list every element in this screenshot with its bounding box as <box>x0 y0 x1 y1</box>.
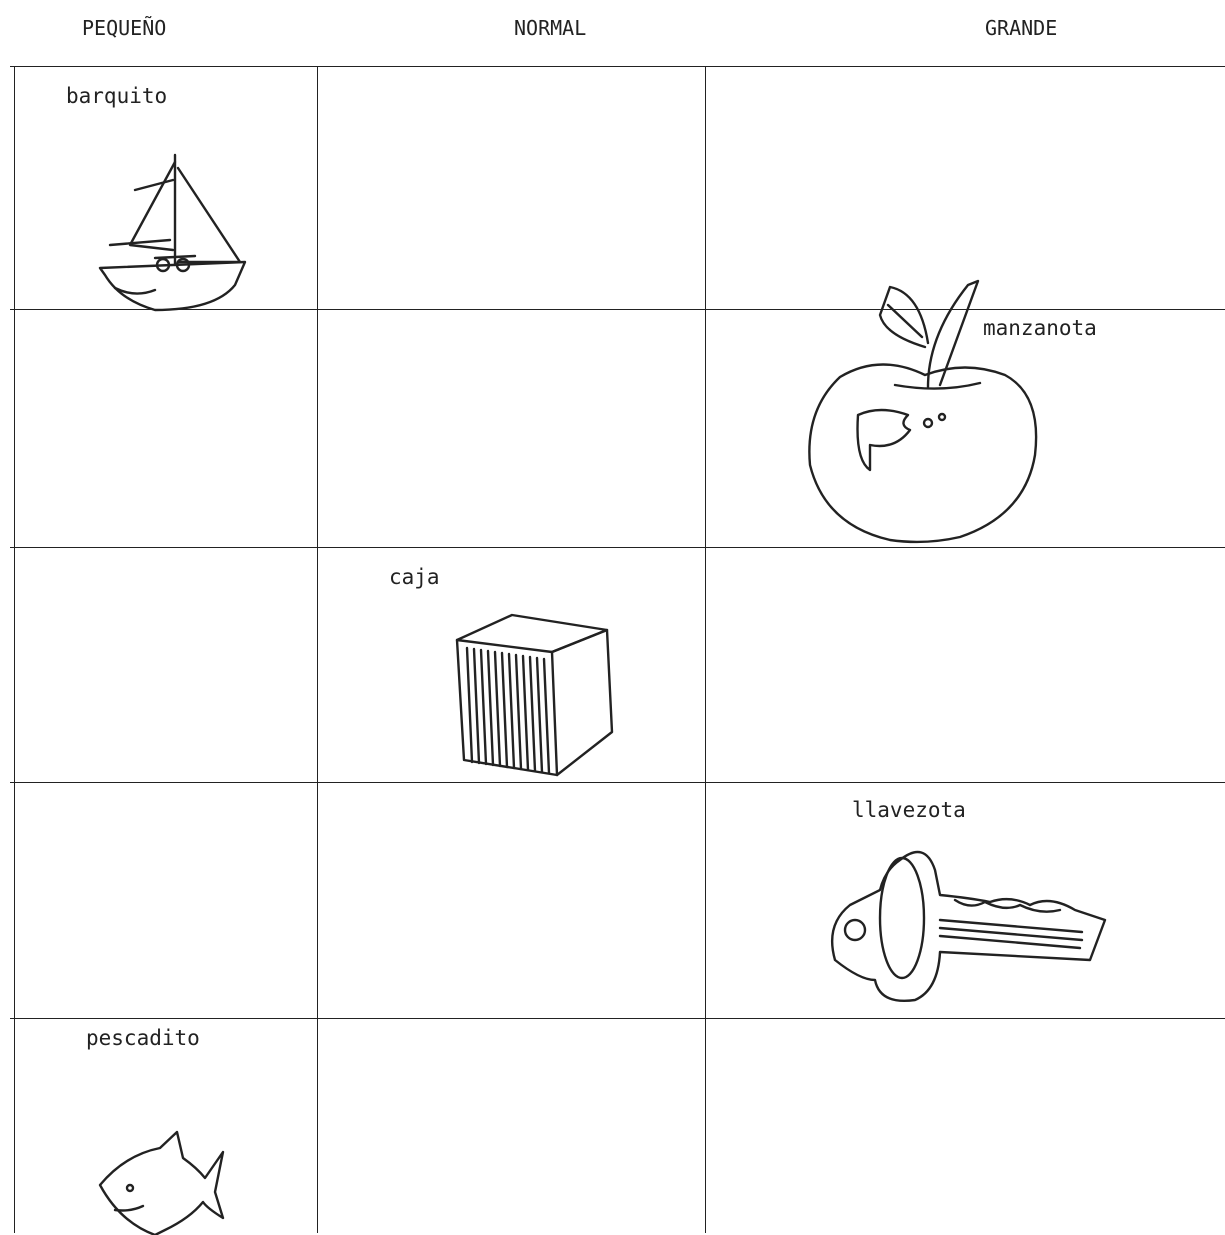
grid-line <box>705 66 706 1233</box>
grid-line <box>317 66 318 1233</box>
grid-line <box>10 782 1225 783</box>
grid-line <box>10 547 1225 548</box>
key-icon <box>820 840 1115 1010</box>
header-large: GRANDE <box>985 16 1058 40</box>
header-normal: NORMAL <box>514 16 587 40</box>
label-barquito: barquito <box>66 84 168 108</box>
apple-icon <box>800 275 1050 545</box>
label-pescadito: pescadito <box>86 1026 200 1050</box>
box-icon <box>452 610 622 780</box>
fish-icon <box>95 1130 230 1235</box>
grid-line <box>14 66 15 1233</box>
grid-line <box>10 1018 1225 1019</box>
label-caja: caja <box>389 565 440 589</box>
label-llavezota: llavezota <box>852 798 966 822</box>
label-manzanota: manzanota <box>983 316 1097 340</box>
boat-icon <box>95 150 255 320</box>
header-small: PEQUEÑO <box>82 16 167 40</box>
grid-line <box>10 66 1225 67</box>
